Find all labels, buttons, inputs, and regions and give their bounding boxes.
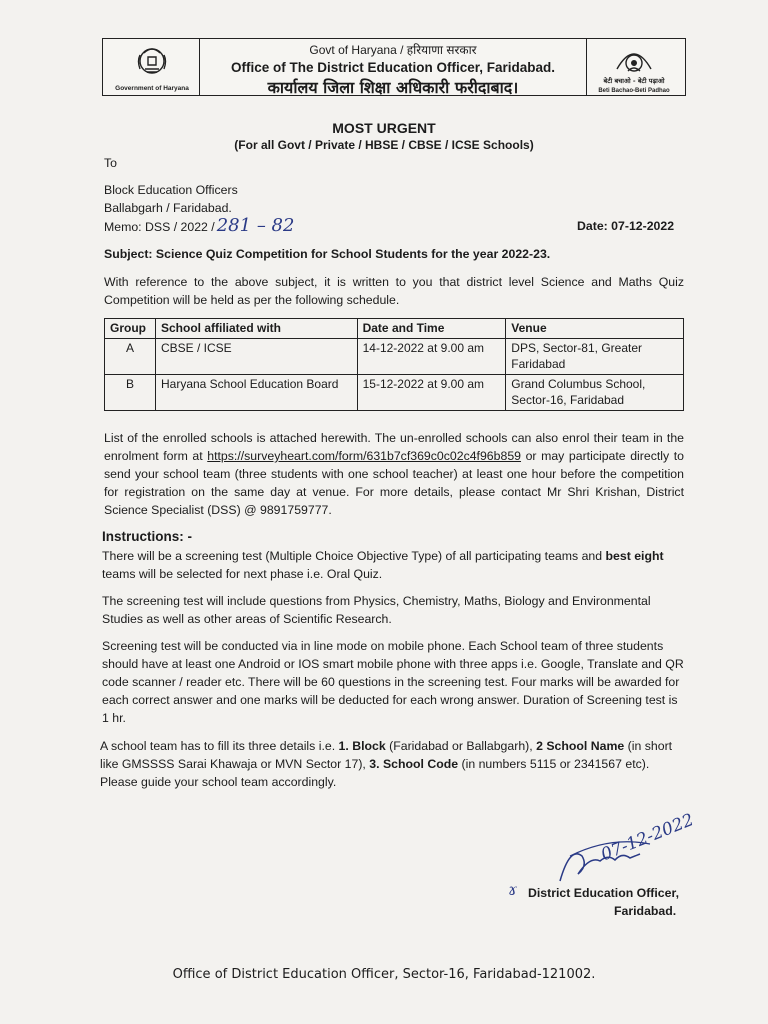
letterhead-text [201, 39, 585, 98]
cell-group: B [105, 374, 156, 410]
cell-venue: DPS, Sector-81, Greater Faridabad [506, 338, 684, 374]
enrolment-form-link[interactable]: https://surveyheart.com/form/631b7cf369c0c02c4f96b859 [207, 449, 522, 463]
left-logo-caption: Government of Haryana [115, 85, 189, 92]
signature-mark-icon: ɤ [508, 880, 518, 899]
cell-venue: Grand Columbus School, Sector-16, Faridabad [506, 374, 684, 410]
instruction-1 [102, 547, 684, 583]
recipient-line-2: Ballabgarh / Faridabad. [104, 201, 232, 215]
haryana-emblem-icon [107, 43, 197, 93]
cell-school: Haryana School Education Board [155, 374, 357, 410]
memo-number: Memo: DSS / 2022 / [104, 220, 215, 234]
instruction-4 [100, 737, 684, 791]
right-logo-hindi: बेटी बचाओ - बेटी पढ़ाओ [603, 77, 665, 85]
col-venue: Venue [506, 319, 684, 339]
instruction-2: The screening test will include questions from Physics, Chemistry, Maths, Biology and Environmental Studies as well as other areas of Scientific Research. [102, 594, 651, 626]
instr4-school-code: 3. School Code [369, 757, 459, 771]
enrol-text-2: or may participate directly to send your school team (three students with one school teacher) at least one hour before the competition for registration on the same day at venue. For more details, please contact Mr Shri Krishan, District Science Specialist (DSS) @ 9891759777. [104, 449, 684, 517]
col-school: School affiliated with [155, 319, 357, 339]
beti-bachao-logo-icon [587, 41, 681, 95]
govt-line: Govt of Haryana / हरियाणा सरकार [309, 43, 477, 57]
enrol-text-1: List of the enrolled schools is attached herewith. The un-enrolled schools can also enrol their team in the enrolment form at [104, 431, 684, 463]
instr1-text: There will be a screening test (Multiple Choice Objective Type) of all participating teams and [102, 549, 606, 563]
instruction-3: Screening test will be conducted via in line mode on mobile phone. Each School team of three students should have at least one Android or IOS smart mobile phone with three apps i.e. Google, Translate and QR code scanner / reader etc. There will be 60 questions in the screening test. Four marks will be awarded for each correct answer and one marks will be deducted for each wrong answer. Duration of Screening test is 1 hr. [102, 639, 684, 725]
signatory-place: Faridabad. [614, 904, 677, 918]
instr4-text-2: (Faridabad or Ballabgarh), [385, 739, 537, 753]
subject-line: Subject: Science Quiz Competition for School Students for the year 2022-23. [104, 247, 551, 261]
signatory-title: District Education Officer, [528, 886, 680, 900]
instructions-heading: Instructions: - [102, 529, 192, 544]
enrolment-paragraph [104, 429, 684, 519]
instr4-text-3: (in short like GMSSSS Sarai Khawaja or MVN Sector 17), [100, 739, 673, 771]
footer-address: Office of District Education Officer, Sector-16, Faridabad-121002. [172, 967, 596, 982]
signature-date: 07-12-2022 [598, 810, 697, 866]
to-label: To [104, 156, 117, 170]
instr1-text-end: teams will be selected for next phase i.e. Oral Quiz. [102, 567, 383, 581]
instr1-bold: best eight [605, 549, 664, 563]
col-datetime: Date and Time [357, 319, 506, 339]
table-header-row [105, 319, 684, 339]
instr4-school-name: 2 School Name [536, 739, 625, 753]
cell-school: CBSE / ICSE [155, 338, 357, 374]
right-logo-caption: Beti Bachao-Beti Padhao [598, 88, 670, 94]
memo-line [104, 217, 294, 236]
hindi-office-line: कार्यालय जिला शिक्षा अधिकारी फरीदाबाद। [267, 78, 519, 97]
schedule-table [104, 318, 684, 411]
instr4-text-1: A school team has to fill its three details i.e. [100, 739, 339, 753]
cell-group: A [105, 338, 156, 374]
audience-line: (For all Govt / Private / HBSE / CBSE / ICSE Schools) [234, 138, 534, 152]
urgency-heading: MOST URGENT [332, 120, 436, 136]
col-group: Group [105, 319, 156, 339]
letterhead [102, 38, 686, 96]
letter-date: Date: 07-12-2022 [577, 219, 675, 233]
instr4-block: 1. Block [338, 739, 386, 753]
table-row [105, 338, 684, 374]
table-row [105, 374, 684, 410]
recipient-line-1: Block Education Officers [104, 183, 238, 197]
intro-paragraph: With reference to the above subject, it is written to you that district level Science and Maths Quiz Competition will be held as per the following schedule. [104, 275, 684, 307]
office-line: Office of The District Education Officer, Faridabad. [230, 60, 556, 75]
instr4-text-4: (in numbers 5115 or 2341567 etc). Please guide your school team accordingly. [100, 757, 650, 789]
memo-handwritten: 281 – 82 [216, 215, 295, 236]
cell-datetime: 14-12-2022 at 9.00 am [357, 338, 506, 374]
cell-datetime: 15-12-2022 at 9.00 am [357, 374, 506, 410]
